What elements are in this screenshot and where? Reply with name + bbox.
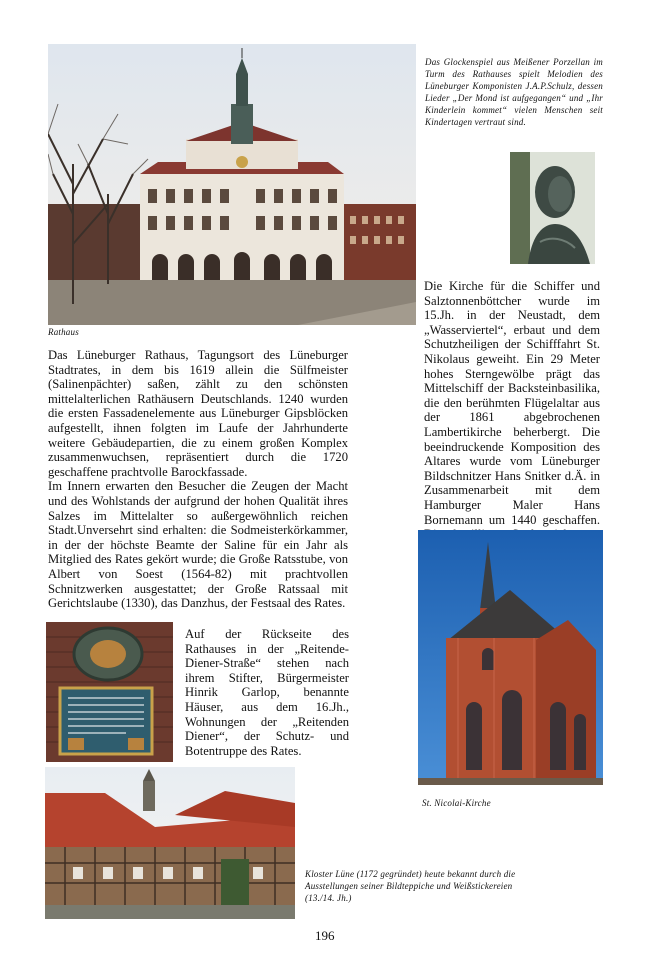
diener-text: Auf der Rückseite des Rathauses in der „Reitende-Diener-Straße“ stehen nach ihrem Stifter, Bürgermeister Hinrik Garlop, benannte Häuser, aus dem 16.Jh., Wohnungen der „Reitenden Diener“, der Schutz- und Botentruppe des Rates. [185,627,349,758]
plaque-photo [46,622,173,762]
kloster-photo [45,767,295,919]
rathaus-photo [48,44,416,325]
nicolai-caption: St. Nicolai-Kirche [422,798,491,808]
nicolai-photo [418,530,603,785]
rathaus-text [48,348,348,611]
rathaus-caption: Rathaus [48,327,79,337]
schulz-bust-photo [510,152,595,264]
nicolai-paragraph: Die Kirche für die Schiffer und Salztonnenböttcher wurde im 15.Jh. in der Neustadt, dem „Wasserviertel“, erbaut und dem Schutzheiligen der Schifffahrt St. Nikolaus geweiht. Ein 29 Meter hohes Sterngewölbe prägt das Mittelschiff der Backsteinbasilika, die den berühmten Flügelaltar aus der 1861 abgebrochenen Lambertikirche beherbergt. Die beeindruckende Komposition des Altares wurde vom Lüneburger Bildschnitzer Hans Snitker d.Ä. in Zusammenarbeit mit dem Hamburger Maler Hans Bornemann um 1440 geschaffen. [424,279,600,527]
rathaus-paragraph-2: Im Innern erwarten den Besucher die Zeugen der Macht und des Wohlstands der aufgrund der hohen Qualität ihres Salzes im Mittelalter so außergewöhnlich reichen Stadt.Unversehrt sind erhalten: die Sodmeisterkörkammer, in der der höchste Beamte der Saline für ein Jahr als Mitglied des Rates gekört wurde; die Große Ratsstube, von Albert von Soest (1564-82) mit prachtvollen Schnitzwerken ausgestattet; der Große Ratssaal mit Gerichtslaube (1330), das Danzhus, der Festsaal des Rates. [48,479,348,611]
glockenspiel-caption: Das Glockenspiel aus Meißener Porzellan im Turm des Rathauses spielt Melodien des Lüneburger Komponisten J.A.P.Schulz, dessen Lieder „Der Mond ist aufgegangen“ und „Ihr Kinderlein kommet“ vielen Menschen seit Kindertagen vertraut sind. [425,57,603,127]
rathaus-paragraph-1: Das Lüneburger Rathaus, Tagungsort des Lüneburger Stadtrates, in dem bis 1619 allein die Sülfmeister (Salinenpächter) saßen, zählt zu den schönsten mittelalterlichen Rathäusern Deutschlands. 1240 wurden die ersten Fassadenelemente aus Lüneburger Gipsblöcken aufgestellt, ihnen folgten im Laufe der Jahrhunderte weitere Gebäudepartien, die zu einem großen Komplex zusammenwuchsen, repräsentiert durch die 1720 geschaffene prachtvolle Barockfassade. [48,348,348,479]
page-number: 196 [315,928,335,943]
kloster-caption: Kloster Lüne (1172 gegründet) heute bekannt durch die Ausstellungen seiner Bildteppiche und Weißstickereien (13./14. Jh.) [305,869,516,903]
